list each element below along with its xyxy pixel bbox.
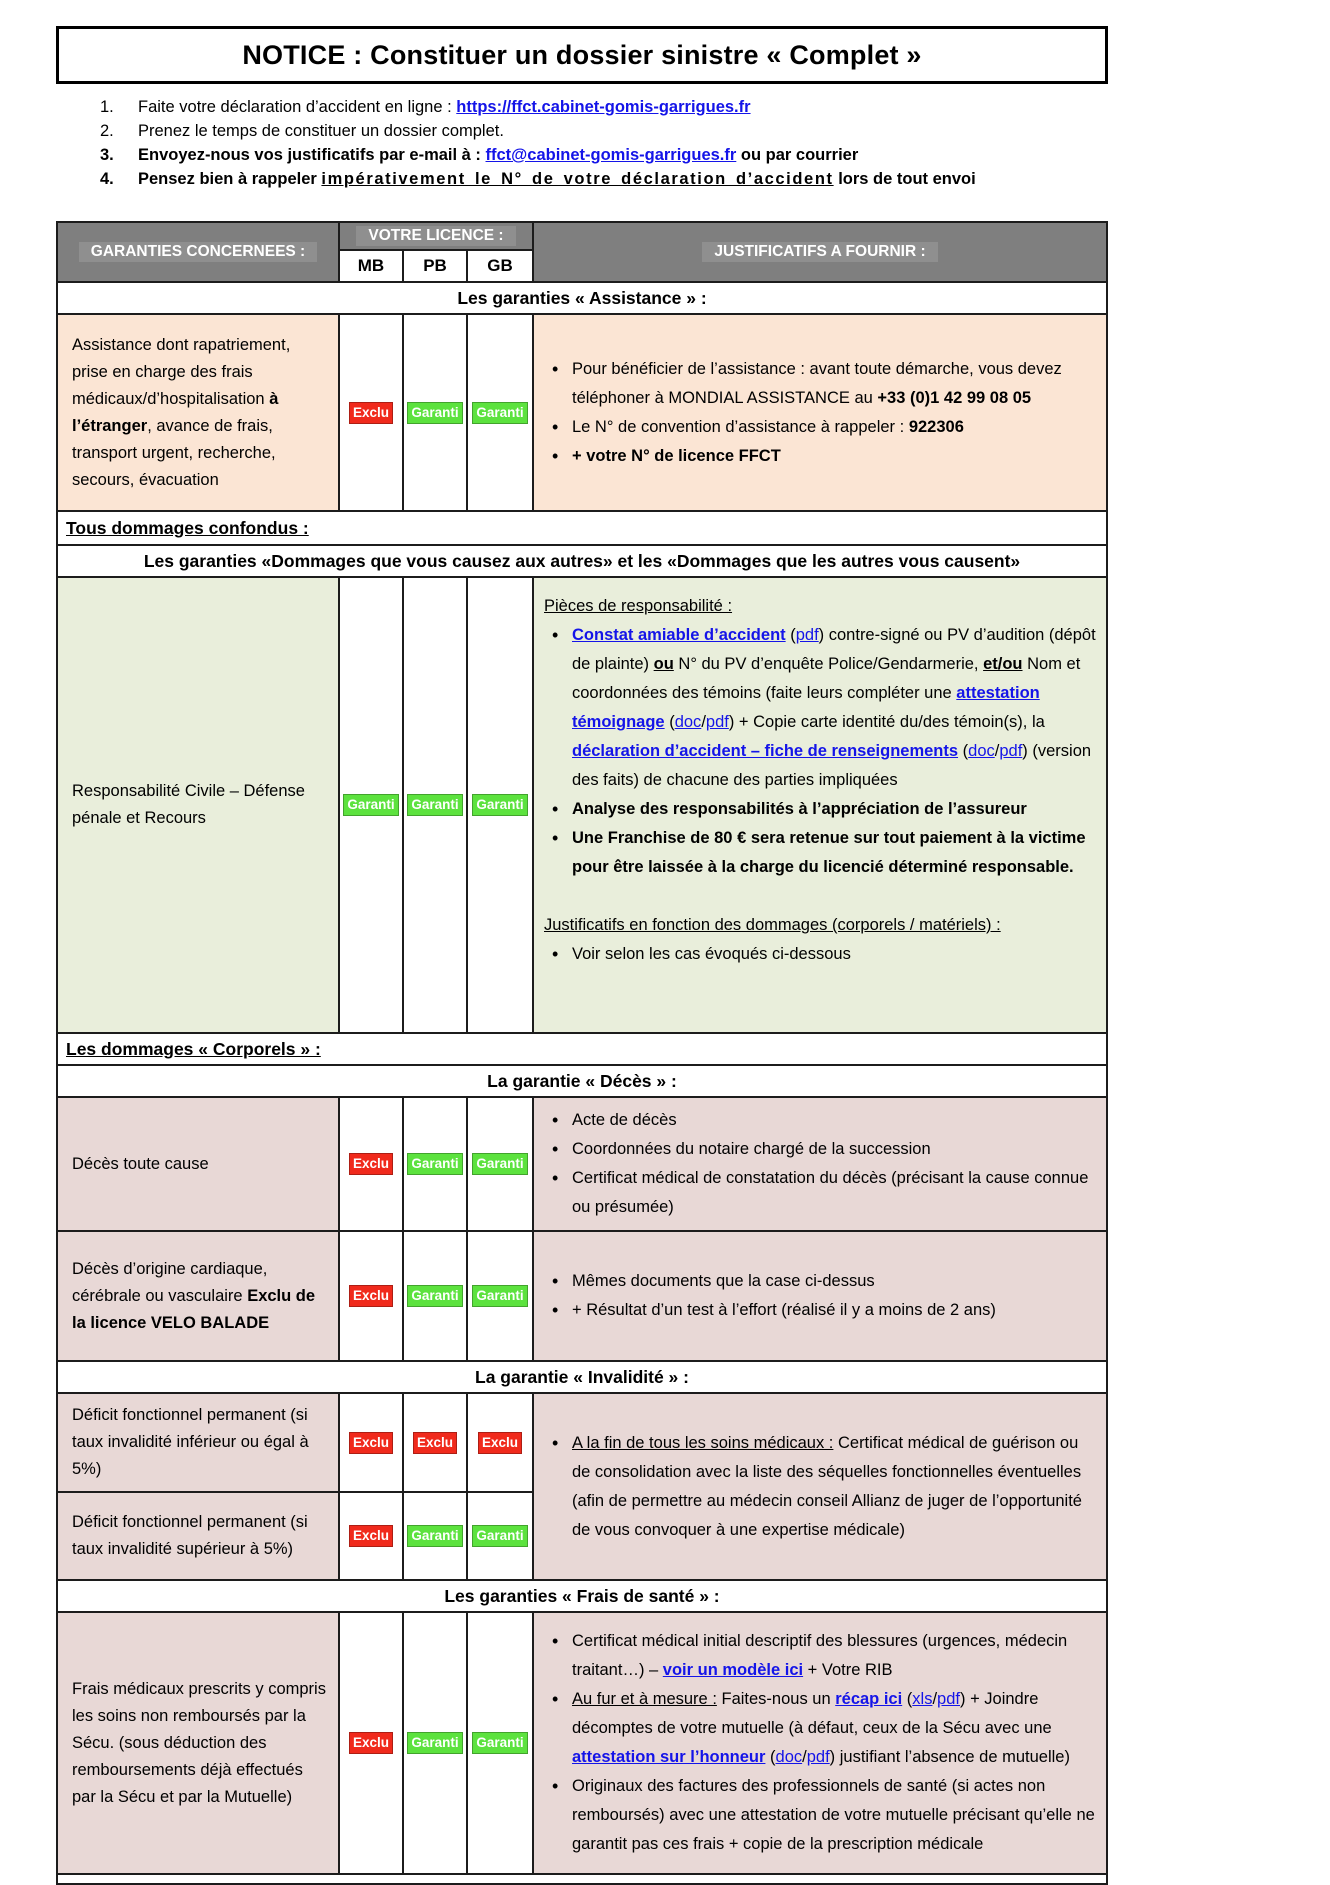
text-run: Faites-nous un: [716, 1690, 836, 1708]
text-run: Envoyez-nous vos justificatifs par e-mail à :: [138, 146, 486, 164]
link[interactable]: pdf: [705, 713, 729, 731]
text-run: + Résultat d’un test à l’effort (réalisé il y a moins de 2 ans): [572, 1301, 996, 1319]
link[interactable]: doc: [775, 1748, 803, 1766]
status-badge-mb: Exclu: [349, 1432, 393, 1454]
assistance-pb-cell: [403, 314, 467, 511]
text-run: /: [701, 713, 706, 731]
text-run: Certificat médical de constatation du décès (précisant la cause connue ou présumée): [572, 1169, 1089, 1216]
intro-text: [138, 119, 504, 143]
text-run: Décès d’origine cardiaque, cérébrale ou vasculaire: [72, 1259, 268, 1305]
status-badge-gb: Garanti: [472, 402, 527, 424]
paragraph: [542, 592, 1096, 621]
paragraph: [542, 911, 1096, 940]
text-run: ) (version des faits) de chacune des parties impliquées: [572, 742, 1092, 789]
assistance-gb-cell: [467, 314, 533, 511]
bullet-item: [542, 940, 1096, 969]
text-run: (: [958, 742, 969, 760]
intro-item-4: [100, 167, 1108, 191]
frais-gb-cell: [467, 1612, 533, 1874]
status-badge-mb: Exclu: [349, 1732, 393, 1754]
text-run: Pièces de responsabilité :: [544, 597, 733, 615]
spacer: [542, 882, 1096, 911]
inv2-gb-cell: [467, 1492, 533, 1580]
text-run: ) contre-signé ou PV d’audition (dépôt de plainte): [572, 626, 1096, 673]
intro-text: [138, 95, 751, 119]
text-run: (: [765, 1748, 776, 1766]
text-run: N° du PV d’enquête Police/Gendarmerie,: [673, 655, 984, 673]
text-run: Une Franchise de 80 € sera retenue sur tout paiement à la victime pour être laissée à la charge du licencié déterminé responsable.: [572, 829, 1086, 876]
bullet-item: [542, 1772, 1096, 1859]
text-run: à l’étranger: [72, 389, 279, 435]
text-run: A la fin de tous les soins médicaux :: [572, 1433, 834, 1452]
text-run: et/ou: [983, 655, 1023, 673]
intro-number: 4.: [100, 170, 114, 188]
link[interactable]: récap ici: [835, 1690, 903, 1708]
assistance-justificatifs: [533, 314, 1107, 511]
page-title: NOTICE : Constituer un dossier sinistre « Complet »: [242, 39, 922, 70]
bullet-item: [542, 1296, 1096, 1325]
link[interactable]: déclaration d’accident – fiche de renseignements: [572, 742, 959, 760]
text-run: ) + Copie carte identité du/des témoin(s), la: [728, 713, 1045, 731]
row-frais-medicaux: [57, 1612, 1107, 1874]
section-band-dommages: Les garanties «Dommages que vous causez aux autres» et les «Dommages que les autres vous causent»: [57, 545, 1107, 577]
text-run: Justificatifs en fonction des dommages (corporels / matériels) :: [544, 916, 1001, 934]
text-run: Exclu de la licence VELO BALADE: [72, 1286, 316, 1332]
rc-gb-cell: [467, 577, 533, 1033]
text-run: ) + Joindre décomptes de votre mutuelle (à défaut, ceux de la Sécu avec une: [572, 1690, 1052, 1737]
assistance-mb-cell: [339, 314, 403, 511]
status-badge-pb: Garanti: [407, 1525, 462, 1547]
deces1-gb-cell: [467, 1097, 533, 1231]
status-badge-gb: Garanti: [472, 794, 527, 816]
section-band-assistance: Les garanties « Assistance » :: [57, 282, 1107, 314]
status-badge-pb: Garanti: [407, 1285, 462, 1307]
text-run: Frais médicaux prescrits y compris les soins non remboursés par la Sécu. (sous déduction des remboursements déjà effectués par la Sécu et par la Mutuelle): [72, 1679, 326, 1806]
link[interactable]: doc: [674, 713, 702, 731]
text-run: Mêmes documents que la case ci-dessus: [572, 1272, 875, 1290]
bullet-item: [542, 1164, 1096, 1222]
frais-garantie-label: [57, 1612, 339, 1874]
rc-justificatifs: [533, 577, 1107, 1033]
link[interactable]: xls: [912, 1690, 933, 1708]
text-run: impérativement le N° de votre déclaration d’accident: [321, 170, 834, 188]
link[interactable]: voir un modèle ici: [662, 1661, 804, 1679]
inv2-garantie-label: [57, 1492, 339, 1580]
intro-item-2: [100, 119, 1108, 143]
text-run: +33 (0)1 42 99 08 05: [877, 388, 1032, 407]
rc-garantie-label: [57, 577, 339, 1033]
status-badge-mb: Exclu: [349, 1285, 393, 1307]
rc-mb-cell: [339, 577, 403, 1033]
text-run: Analyse des responsabilités à l’appréciation de l’assureur: [572, 800, 1027, 818]
header-garanties: GARANTIES CONCERNEES :: [57, 222, 339, 282]
section-band-invalidite: La garantie « Invalidité » :: [57, 1361, 1107, 1393]
inv2-pb-cell: [403, 1492, 467, 1580]
header-col-pb: PB: [403, 250, 467, 282]
bullet-item: [542, 1106, 1096, 1135]
section-band-deces: La garantie « Décès » :: [57, 1065, 1107, 1097]
deces2-garantie-label: [57, 1231, 339, 1361]
text-run: Prenez le temps de constituer un dossier complet.: [138, 122, 504, 140]
status-badge-pb: Exclu: [413, 1432, 457, 1454]
status-badge-pb: Garanti: [407, 402, 462, 424]
garanties-table: [56, 221, 1108, 1885]
deces2-gb-cell: [467, 1231, 533, 1361]
text-run: Décès toute cause: [72, 1154, 209, 1173]
text-run: ou par courrier: [736, 146, 859, 164]
text-run: Déficit fonctionnel permanent (si taux invalidité supérieur à 5%): [72, 1513, 308, 1558]
status-badge-gb: Garanti: [472, 1153, 527, 1175]
inv1-gb-cell: [467, 1393, 533, 1492]
text-run: Déficit fonctionnel permanent (si taux invalidité inférieur ou égal à 5%): [72, 1406, 309, 1478]
header-col-mb: MB: [339, 250, 403, 282]
text-run: lors de tout envoi: [833, 170, 976, 188]
row-invalidite-inf5: [57, 1393, 1107, 1492]
section-band-corporels: Les dommages « Corporels » :: [57, 1033, 1107, 1065]
bullet-item: [542, 1429, 1096, 1545]
text-run: Nom et coordonnées des témoins (faite leurs compléter une: [572, 655, 1081, 702]
intro-text: [138, 143, 858, 167]
invalidite-justificatifs: [533, 1393, 1107, 1580]
intro-number: 1.: [100, 98, 114, 116]
intro-number: 3.: [100, 146, 114, 164]
header-licence: VOTRE LICENCE :: [339, 222, 533, 250]
bullet-item: [542, 621, 1096, 795]
inv1-mb-cell: [339, 1393, 403, 1492]
text-run: Pensez bien à rappeler: [138, 170, 322, 188]
intro-item-3: [100, 143, 1108, 167]
text-run: Faite votre déclaration d’accident en ligne :: [138, 98, 457, 116]
text-run: + Votre RIB: [803, 1661, 893, 1679]
truncated-row: [57, 1874, 1107, 1884]
text-run: Coordonnées du notaire chargé de la succession: [572, 1140, 931, 1158]
deces1-justificatifs: [533, 1097, 1107, 1231]
link[interactable]: ffct@cabinet-gomis-garrigues.fr: [485, 146, 737, 164]
bullet-item: [542, 795, 1096, 824]
bullet-item: [542, 1685, 1096, 1772]
status-badge-mb: Garanti: [343, 794, 398, 816]
deces1-pb-cell: [403, 1097, 467, 1231]
status-badge-gb: Garanti: [472, 1525, 527, 1547]
text-run: /: [994, 742, 1000, 760]
row-deces-toute-cause: [57, 1097, 1107, 1231]
text-run: (: [664, 713, 675, 731]
text-run: (: [785, 626, 796, 644]
frais-pb-cell: [403, 1612, 467, 1874]
deces2-justificatifs: [533, 1231, 1107, 1361]
rc-pb-cell: [403, 577, 467, 1033]
text-run: Au fur et à mesure :: [572, 1690, 717, 1708]
bullet-item: [542, 413, 1096, 442]
deces1-mb-cell: [339, 1097, 403, 1231]
bullet-item: [542, 1267, 1096, 1296]
row-assistance: [57, 314, 1107, 511]
inv1-pb-cell: [403, 1393, 467, 1492]
text-run: Originaux des factures des professionnels de santé (si actes non remboursés) avec une attestation de votre mutuelle précisant qu’elle ne garantit pas ces frais + copie de la prescription médicale: [572, 1777, 1095, 1853]
header-justificatifs: JUSTIFICATIFS A FOURNIR :: [533, 222, 1107, 282]
link[interactable]: pdf: [937, 1690, 960, 1708]
text-run: Assistance dont rapatriement, prise en charge des frais médicaux/d’hospitalisation: [72, 335, 291, 408]
status-badge-pb: Garanti: [407, 794, 462, 816]
bullet-item: [542, 1627, 1096, 1685]
text-run: Certificat médical initial descriptif des blessures (urgences, médecin traitant…) –: [572, 1632, 1068, 1679]
deces1-garantie-label: [57, 1097, 339, 1231]
text-run: , avance de frais, transport urgent, recherche, secours, évacuation: [72, 416, 276, 489]
frais-mb-cell: [339, 1612, 403, 1874]
deces2-pb-cell: [403, 1231, 467, 1361]
text-run: Voir selon les cas évoqués ci-dessous: [572, 945, 851, 963]
status-badge-gb: Garanti: [472, 1732, 527, 1754]
text-run: Responsabilité Civile – Défense pénale et Recours: [72, 782, 305, 827]
bullet-item: [542, 442, 1096, 471]
intro-list: [100, 95, 1108, 191]
link[interactable]: doc: [968, 742, 995, 760]
text-run: (: [902, 1690, 913, 1708]
text-run: + votre N° de licence FFCT: [572, 446, 781, 465]
row-responsabilite-civile: [57, 577, 1107, 1033]
status-badge-pb: Garanti: [407, 1732, 462, 1754]
status-badge-mb: Exclu: [349, 1153, 393, 1175]
row-deces-cardiaque: [57, 1231, 1107, 1361]
link[interactable]: Constat amiable d’accident: [572, 626, 786, 644]
status-badge-gb: Garanti: [472, 1285, 527, 1307]
status-badge-pb: Garanti: [407, 1153, 462, 1175]
intro-number: 2.: [100, 122, 114, 140]
text-run: Certificat médical de guérison ou de consolidation avec la liste des séquelles fonctionnelles éventuelles (afin de permettre au médecin conseil Allianz de juger de l’opportunité de vous convoquer à une expertise médicale): [572, 1433, 1082, 1539]
bullet-item: [542, 1135, 1096, 1164]
intro-text: [138, 167, 976, 191]
inv2-mb-cell: [339, 1492, 403, 1580]
status-badge-mb: Exclu: [349, 1525, 393, 1547]
notice-page: [56, 0, 1108, 1885]
text-run: ) justifiant l’absence de mutuelle): [829, 1748, 1070, 1766]
section-band-frais-sante: Les garanties « Frais de santé » :: [57, 1580, 1107, 1612]
link[interactable]: attestation témoignage: [572, 684, 1040, 731]
bullet-item: [542, 824, 1096, 882]
text-run: 922306: [908, 417, 964, 436]
intro-item-1: [100, 95, 1108, 119]
link[interactable]: pdf: [999, 742, 1023, 760]
text-run: ou: [653, 655, 674, 673]
section-band-tous-dommages: Tous dommages confondus :: [57, 511, 1107, 545]
text-run: Pour bénéficier de l’assistance : avant toute démarche, vous devez téléphoner à MONDIAL ASSISTANCE au: [572, 359, 1062, 407]
link[interactable]: pdf: [795, 626, 819, 644]
frais-justificatifs: [533, 1612, 1107, 1874]
bullet-item: [542, 355, 1096, 413]
link[interactable]: https://ffct.cabinet-gomis-garrigues.fr: [456, 98, 751, 116]
text-run: Acte de décès: [572, 1111, 677, 1129]
inv1-garantie-label: [57, 1393, 339, 1492]
header-col-gb: GB: [467, 250, 533, 282]
deces2-mb-cell: [339, 1231, 403, 1361]
text-run: Le N° de convention d’assistance à rappeler :: [572, 417, 909, 436]
text-run: /: [802, 1748, 807, 1766]
status-badge-mb: Exclu: [349, 402, 393, 424]
link[interactable]: pdf: [806, 1748, 830, 1766]
assistance-garantie-label: [57, 314, 339, 511]
link[interactable]: attestation sur l’honneur: [572, 1748, 766, 1766]
title-box: [56, 26, 1108, 84]
text-run: /: [932, 1690, 938, 1708]
status-badge-gb: Exclu: [478, 1432, 522, 1454]
